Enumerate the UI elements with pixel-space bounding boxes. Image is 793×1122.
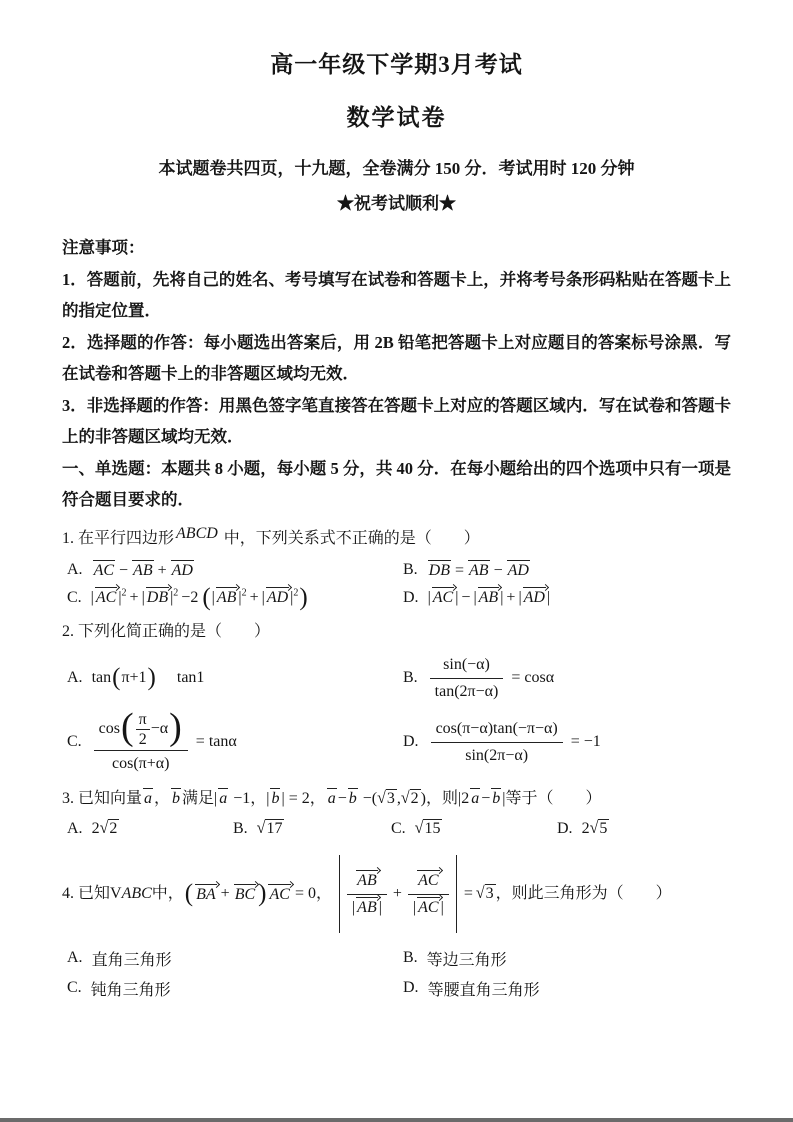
sqrt-expression: √15 [414,819,441,838]
page-bottom-edge [0,1118,793,1122]
notice-heading: 注意事项： [62,238,145,257]
q4-math-abc: ABC [121,884,152,902]
q4-options-cd [67,977,731,1000]
question-4 [62,848,731,1000]
q1-options-cd [67,584,731,612]
q2-options-ab [67,653,731,703]
q4-unit-vector-ab: $\frac{AB}{| AB |}$ [347,869,387,919]
page-subtitle: 数学试卷 [346,105,447,130]
q2-stem: 2. 下列化简正确的是（ ） [62,622,271,640]
notice-item-2: 2．选择题的作答：每小题选出答案后，用 2B 铅笔把答题卡上对应题目的答案标号涂黑．写在试卷和答题卡上的非答题区域均无效． [62,333,731,383]
exam-wish-line: ★祝考试顺利★ [337,194,456,213]
section-heading: 一、单选题：本题共 8 小题，每小题 5 分，共 40 分．在每小题给出的四个选项中只有一项是符合题目要求的． [62,459,731,509]
q1-math-abcd: ABCD [176,525,218,542]
q1-option-b: B. DB = AB − AD [403,561,529,579]
q4-option-c: C. 钝角三角形 [67,979,171,999]
sqrt-3: √3 [475,884,494,903]
q2-option-d: D. $\frac{\cos(\pi-\alpha)\tan(-\pi-\alpha)}{\sin(2\pi-\alpha)}$ = −1 [403,717,731,767]
q3-option-d: D. 2√5 [557,819,608,838]
abs-bar-left [339,855,340,933]
question-1 [62,525,731,612]
q4-options-ab [67,947,731,970]
q1-option-c: C. | AC $|^2$ + | DB $|^2 -2$ (| AB $|^2$ + | AD $|^2$) [67,584,308,612]
notice-item-1: 1．答题前，先将自己的姓名、考号填写在试卷和答题卡上，并将考号条形码粘贴在答题卡上的指定位置． [62,270,731,320]
sqrt-expression: √17 [256,819,283,838]
sqrt-2: √2 [400,789,419,808]
sqrt-expression: √2 [99,819,118,838]
q2-number: 2. [62,622,74,640]
q2-option-a: A. tan(π+1) tan1 [67,663,205,691]
q1-number: 1. [62,530,74,547]
q3-number: 3. [62,789,74,807]
q2-options-cd [67,705,731,775]
q1-options-ab [67,560,731,580]
q4-unit-vector-ac: $\frac{AC}{| AC |}$ [408,869,449,919]
q3-option-c: C. √15 [391,819,441,838]
q1-option-d: D. | AC | − | AB | + | AD | [403,588,551,607]
sqrt-3: √3 [377,789,395,808]
exam-info-line: 本试题卷共四页，十九题，全卷满分 150 分．考试用时 120 分钟 [158,159,635,178]
q3-stem: 3. 已知向量 a ， b 满足| a −1，| b | = 2， a − b −(√3 ,√2 )，则|2 a − b |等于（ ） [62,789,602,808]
q3-options [67,820,731,838]
q1-stem: 1. 在平行四边形 ABCD 中，下列关系式不正确的是（ ） [62,525,480,547]
notice-item-3: 3．非选择题的作答：用黑色签字笔直接答在答题卡上对应的答题区域内．写在试卷和答题卡上的非答题区域均无效． [62,396,731,446]
q4-option-d: D. 等腰直角三角形 [403,979,540,999]
q4-option-a: A. 直角三角形 [67,949,172,969]
q2-option-b: B. $\frac{\sin(-\alpha)}{\tan(2\pi-\alpha)}$ = cosα [403,653,731,703]
sqrt-expression: √5 [589,819,608,838]
q2c-fraction: cos( $\frac{\pi}{2}$ −α) cos(π+α) [94,710,188,775]
question-3 [62,785,731,838]
q2-option-c: C. cos( $\frac{\pi}{2}$ −α) cos(π+α) = tanα [67,710,403,775]
question-2 [62,618,731,775]
q1-option-a: A. AC − AB + AD [67,561,193,579]
page-title: 高一年级下学期3月考试 [270,52,523,77]
q4-stem: 4. 已知V ABC 中， ( BA + BC ) AC = 0， $\frac{AB}{| AB |}$ + $\frac{AC}{| AC |}$ = √3 ，则此三角形为（ ） [62,848,731,940]
q4-number: 4. [62,884,74,902]
q3-option-b: B. √17 [233,819,283,838]
q2b-fraction: $\frac{\sin(-\alpha)}{\tan(2\pi-\alpha)}$ [430,653,504,703]
q3-option-a: A. 2√2 [67,819,118,838]
q4-option-b: B. 等边三角形 [403,949,507,969]
q2d-fraction: $\frac{\cos(\pi-\alpha)\tan(-\pi-\alpha)}{\sin(2\pi-\alpha)}$ [431,717,563,767]
abs-bar-right [456,855,457,933]
